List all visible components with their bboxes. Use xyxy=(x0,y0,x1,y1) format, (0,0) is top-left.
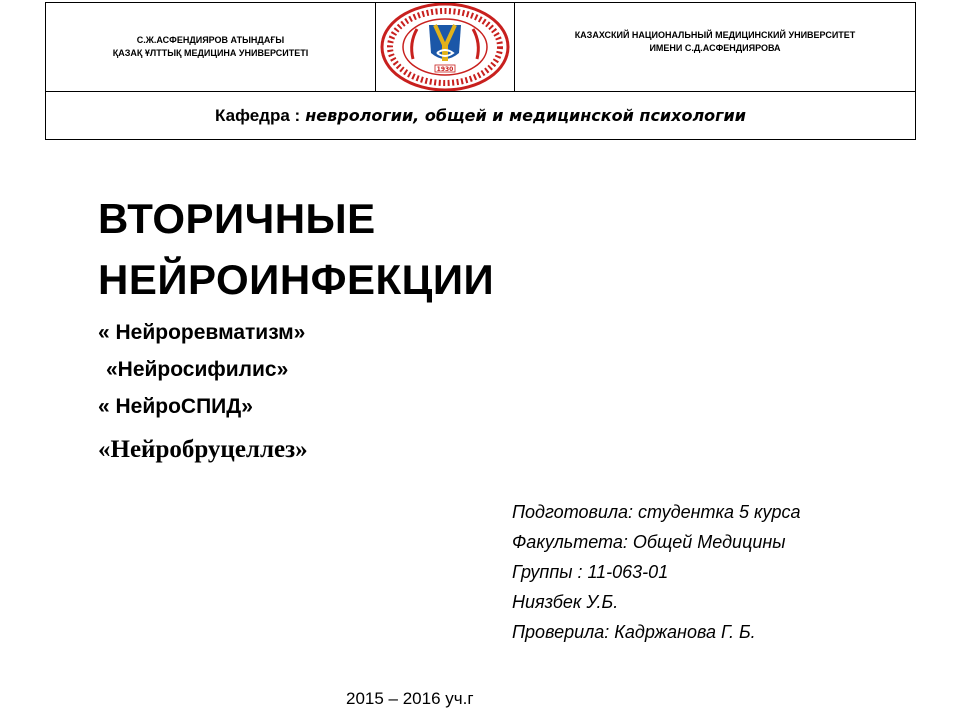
academic-year: 2015 – 2016 уч.г xyxy=(346,689,474,708)
subtitle-2: «Нейросифилис» xyxy=(106,358,289,381)
university-logo xyxy=(376,3,514,91)
title-line1: ВТОРИЧНЫЕ xyxy=(98,195,376,242)
subtitle-3: « НейроСПИД» xyxy=(98,395,253,418)
department-row xyxy=(46,92,915,139)
department-label: Кафедра : xyxy=(215,105,301,125)
title-line2: НЕЙРОИНФЕКЦИИ xyxy=(98,256,495,303)
subtitle-1: « Нейроревматизм» xyxy=(98,321,306,344)
russian-university-name xyxy=(514,3,915,91)
author-line1: Подготовила: студентка 5 курса xyxy=(512,502,801,522)
author-line2: Факультета: Общей Медицины xyxy=(512,532,786,552)
logo-year: 1930 xyxy=(436,66,454,73)
russian-name-line1: КАЗАХСКИЙ НАЦИОНАЛЬНЫЙ МЕДИЦИНСКИЙ УНИВЕРСИТЕТ xyxy=(574,30,856,40)
university-emblem-icon xyxy=(379,3,511,91)
author-line3: Группы : 11-063-01 xyxy=(512,562,669,582)
subtitle-4: «Нейробруцеллез» xyxy=(98,436,308,463)
kazakh-name-line1: С.Ж.АСФЕНДИЯРОВ АТЫНДАҒЫ xyxy=(136,35,285,45)
author-line5: Проверила: Кадржанова Г. Б. xyxy=(512,622,756,642)
header-row xyxy=(46,3,915,92)
russian-name-line2: ИМЕНИ С.Д.АСФЕНДИЯРОВА xyxy=(649,43,781,53)
header-table xyxy=(45,2,916,140)
author-line4: Ниязбек У.Б. xyxy=(512,592,619,612)
kazakh-university-name xyxy=(46,3,376,91)
author-block xyxy=(512,497,801,647)
department-name: неврологии, общей и медицинской психологии xyxy=(305,106,746,125)
presentation-title xyxy=(98,188,494,310)
kazakh-name-line2: ҚАЗАҚ ҰЛТТЫҚ МЕДИЦИНА УНИВЕРСИТЕТІ xyxy=(112,48,309,58)
